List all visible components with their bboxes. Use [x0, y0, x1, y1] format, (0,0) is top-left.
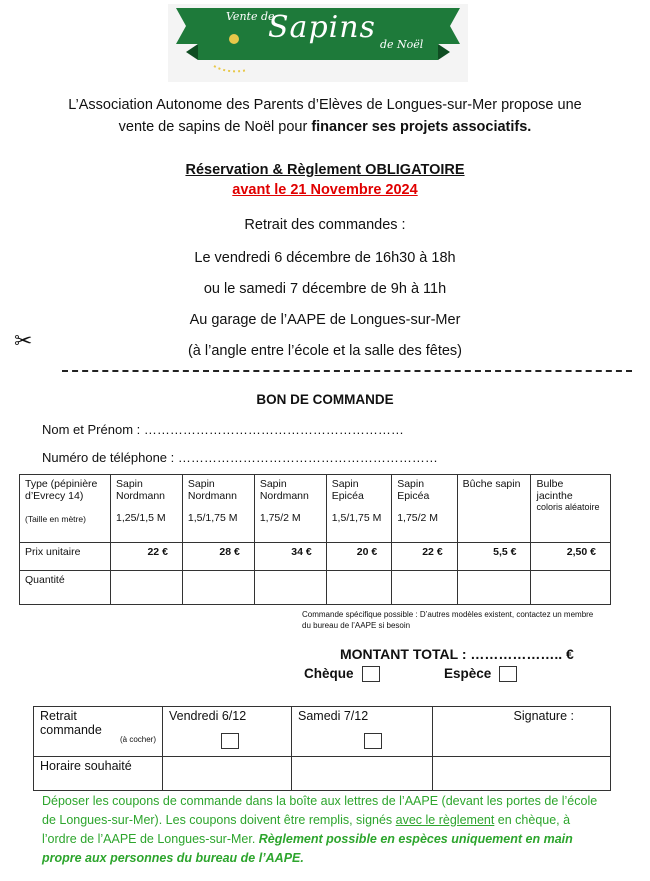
price-cell: 22 €: [111, 543, 183, 571]
payment-espece[interactable]: [444, 666, 517, 682]
pickup-table: [33, 706, 611, 791]
quantity-cell[interactable]: [326, 571, 391, 605]
saturday-label: Samedi 7/12: [298, 709, 369, 723]
product-cell: [326, 475, 391, 543]
instructions-footer: [42, 792, 602, 868]
product-size: 1,75/2 M: [259, 512, 301, 524]
cut-line: [62, 370, 632, 372]
phone-field[interactable]: Numéro de téléphone : ……………………………………………………: [42, 450, 438, 465]
banner: [168, 4, 468, 82]
banner-top-text: Vente de: [226, 10, 275, 23]
order-table: [19, 474, 611, 605]
cheque-checkbox[interactable]: [362, 666, 380, 682]
price-cell: 22 €: [392, 543, 457, 571]
product-name: Sapin Nordmann: [187, 478, 237, 502]
intro-line-2a: vente de sapins de Noël pour: [118, 119, 312, 135]
reservation-title: Réservation & Règlement OBLIGATOIRE: [185, 162, 465, 178]
quantity-label: Quantité: [20, 571, 111, 605]
quantity-cell[interactable]: [531, 571, 611, 605]
specific-order-note: Commande spécifique possible : D’autres modèles existent, contactez un membre du bureau de l’AAPE si besoin: [302, 610, 594, 630]
product-cell: [457, 475, 531, 543]
size-label: (Taille en mètre): [25, 514, 86, 524]
pickup-label-cell: [34, 707, 163, 757]
product-cell: [392, 475, 457, 543]
product-name: Bûche sapin: [462, 478, 521, 490]
product-name: Sapin Nordmann: [259, 478, 309, 502]
price-cell: 20 €: [326, 543, 391, 571]
retrait-place: Au garage de l’AAPE de Longues-sur-Mer: [189, 312, 461, 328]
intro-line-1: L’Association Autonome des Parents d’Elèves de Longues-sur-Mer propose une: [68, 97, 582, 113]
price-cell: 2,50 €: [531, 543, 611, 571]
price-cell: 28 €: [182, 543, 254, 571]
table-row: [34, 757, 611, 791]
preferred-time-saturday[interactable]: [292, 757, 433, 791]
total-amount[interactable]: MONTANT TOTAL : ……………….. €: [340, 646, 574, 662]
table-row: [34, 707, 611, 757]
table-row-prices: [20, 543, 611, 571]
price-label: Prix unitaire: [20, 543, 111, 571]
retrait-title: Retrait des commandes :: [244, 217, 406, 233]
type-header: [20, 475, 111, 543]
retrait-friday: Le vendredi 6 décembre de 16h30 à 18h: [194, 250, 456, 266]
table-row-products: [20, 475, 611, 543]
check-hint: (à cocher): [119, 735, 156, 744]
banner-bottom-text: de Noël: [380, 38, 424, 51]
retrait-saturday: ou le samedi 7 décembre de 9h à 11h: [203, 281, 447, 297]
product-cell: [254, 475, 326, 543]
banner-title: Sapins: [268, 10, 376, 45]
footer-cash-note: Règlement possible en espèces uniquement en main propre aux personnes du bureau de l’AAPE.: [42, 832, 573, 865]
retrait-location-detail: (à l’angle entre l’école et la salle des fêtes): [187, 343, 463, 359]
product-name: Sapin Epicéa: [331, 478, 364, 502]
quantity-cell[interactable]: [182, 571, 254, 605]
friday-cell: [163, 707, 292, 757]
reservation-deadline: avant le 21 Novembre 2024: [232, 182, 418, 198]
product-cell: [531, 475, 611, 543]
intro-text: [0, 94, 650, 138]
friday-label: Vendredi 6/12: [169, 709, 247, 723]
pickup-label: Retrait commande: [40, 709, 102, 737]
product-name: Sapin Nordmann: [116, 478, 166, 502]
preferred-time-label: Horaire souhaité: [34, 757, 163, 791]
intro-line-2b: financer ses projets associatifs.: [311, 119, 532, 135]
quantity-cell[interactable]: [392, 571, 457, 605]
footer-underlined: avec le règlement: [395, 813, 495, 827]
product-cell: [182, 475, 254, 543]
product-size: coloris aléatoire: [536, 502, 600, 512]
price-cell: 5,5 €: [457, 543, 531, 571]
espece-checkbox[interactable]: [499, 666, 517, 682]
footer-text-2: en chèque, à l’ordre de l’AAPE de Longues-sur-Mer.: [42, 813, 571, 846]
product-size: 1,75/2 M: [397, 512, 439, 524]
quantity-cell[interactable]: [457, 571, 531, 605]
quantity-cell[interactable]: [254, 571, 326, 605]
intro-line-2: [0, 116, 650, 138]
signature-cell[interactable]: [433, 707, 611, 757]
cheque-label: Chèque: [304, 666, 354, 681]
price-cell: 34 €: [254, 543, 326, 571]
payment-cheque[interactable]: [304, 666, 380, 682]
saturday-cell: [292, 707, 433, 757]
preferred-time-friday[interactable]: [163, 757, 292, 791]
name-field[interactable]: Nom et Prénom : ……………………………………………………: [42, 422, 404, 437]
product-size: 1,5/1,75 M: [187, 512, 238, 524]
product-size: 1,5/1,75 M: [331, 512, 382, 524]
quantity-cell[interactable]: [111, 571, 183, 605]
product-name: Sapin Epicéa: [397, 478, 430, 502]
product-cell: [111, 475, 183, 543]
espece-label: Espèce: [444, 666, 492, 681]
reservation-block: [0, 160, 650, 200]
signature-space[interactable]: [433, 757, 611, 791]
product-size: 1,25/1,5 M: [116, 512, 166, 524]
table-row-quantity: [20, 571, 611, 605]
scissors-icon: ✂: [14, 328, 33, 353]
friday-checkbox[interactable]: [221, 733, 239, 749]
product-name: Bulbe jacinthe: [536, 478, 573, 502]
star-icon: [229, 34, 239, 44]
footer-text-1: Déposer les coupons de commande dans la boîte aux lettres de l’AAPE (devant les portes de l’école de Longues-sur-Mer). Les coupons doivent être remplis, signés: [42, 794, 598, 827]
signature-label: Signature :: [513, 709, 574, 723]
order-form-title: BON DE COMMANDE: [256, 392, 394, 407]
type-label: Type (pépinière d’Evrecy 14): [25, 478, 98, 502]
saturday-checkbox[interactable]: [364, 733, 382, 749]
